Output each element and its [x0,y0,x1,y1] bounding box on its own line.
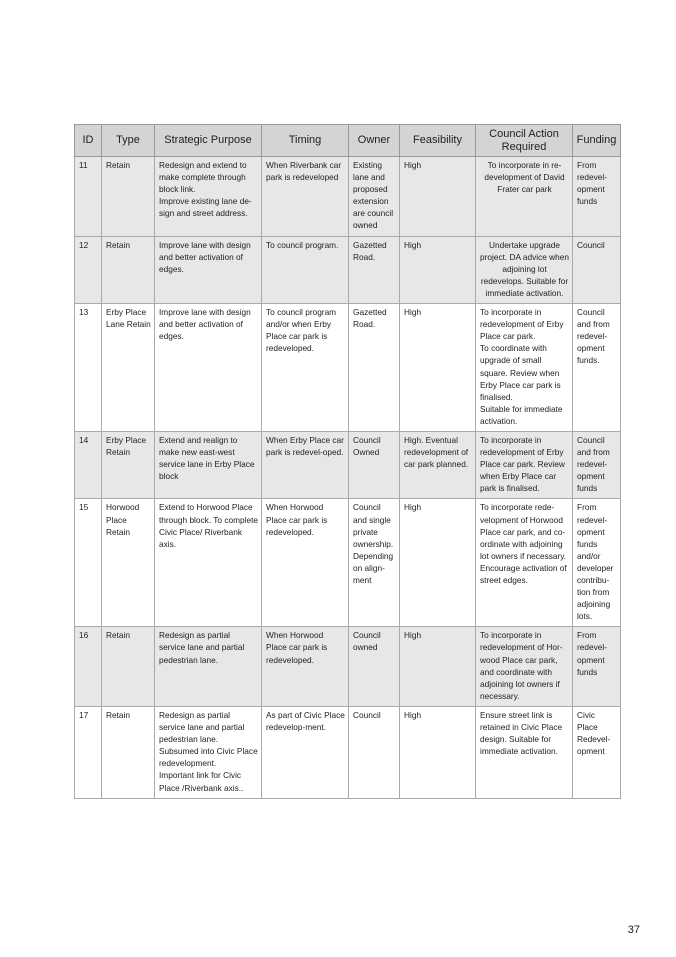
cell-text: High. Eventual redevelopment of car park planned. [404,434,469,470]
cell-text: 17 [79,709,89,720]
cell-text: Improve lane with design and better activation of edges. [159,307,251,342]
cell-text: Council Owned [353,434,381,458]
table-body [75,157,621,799]
cell-purpose [155,157,262,237]
cell-feasibility [400,304,476,432]
cell-funding [573,304,621,432]
cell-timing [262,236,349,303]
cell-timing [262,304,349,432]
cell-purpose [155,236,262,303]
cell-owner [349,236,400,303]
cell-text: Retain [106,160,130,170]
cell-timing [262,706,349,798]
cell-purpose [155,304,262,432]
cell-id [75,627,102,707]
header-type: Type [102,125,155,157]
cell-text: Subsumed into Civic Place redevelopment. [159,746,258,769]
cell-text: From redevel-opment funds [577,160,607,207]
cell-text: To council program and/or when Erby Place car park is redeveloped. [266,307,337,354]
cell-owner [349,627,400,707]
cell-text: Redesign and extend to make complete through block link. [159,160,247,195]
table-row [75,304,621,432]
cell-owner [349,157,400,237]
cell-text: Extend and realign to make new east-west service lane in Erby Place block [159,434,255,482]
cell-text: To incorporate in redevelopment of Hor-wood Place car park, and coordinate with adjoining lot owners if necessary. [480,630,563,701]
cell-text: When Riverbank car park is redeveloped [266,160,342,183]
cell-text: High [404,630,422,641]
cell-text: To coordinate with upgrade of small square. Review when Erby Place car park is ﬁnalised. [480,343,561,402]
cell-funding [573,236,621,303]
cell-text: Council and from redevel-opment funds. [577,307,610,366]
header-feasibility: Feasibility [400,125,476,157]
header-strategic-purpose: Strategic Purpose [155,125,262,157]
cell-text: Council and from redevel-opment funds [577,434,610,494]
cell-id [75,304,102,432]
cell-text: Gazetted Road. [353,239,387,262]
cell-timing [262,627,349,707]
cell-funding [573,431,621,498]
cell-action [476,499,573,627]
cell-text: From redevel-opment funds and/or developer contribu-tion from adjoining lots. [577,502,614,622]
cell-action [476,304,573,432]
cell-text: Important link for Civic Place /Riverbank axis.. [159,770,244,793]
cell-text: Council [577,239,605,250]
cell-owner [349,499,400,627]
table-row [75,627,621,707]
cell-text: Council owned [353,630,381,653]
cell-text: When Horwood Place car park is redeveloped. [266,502,328,537]
cell-purpose [155,706,262,798]
cell-text: Gazetted Road. [353,307,387,330]
cell-type [102,431,155,498]
cell-text: Redesign as partial service lane and partial pedestrian lane. [159,630,245,665]
table-row [75,157,621,237]
cell-text: High [404,709,422,720]
cell-funding [573,157,621,237]
cell-text: To incorporate in redevelopment of Erby Place car park. [480,307,564,342]
cell-funding [573,627,621,707]
cell-text: Civic Place Redevel-opment [577,709,611,757]
cell-id [75,431,102,498]
cell-type [102,236,155,303]
cell-text: Retain [106,239,130,250]
table-row [75,706,621,798]
header-id: ID [75,125,102,157]
cell-text: From redevel-opment funds [577,630,607,677]
cell-purpose [155,431,262,498]
cell-text: Erby Place Lane Retain [106,307,151,330]
cell-feasibility [400,157,476,237]
cell-text: Undertake upgrade project. DA advice when adjoining lot redevelops. Suitable for immediate activation. [480,239,570,298]
cell-text: When Erby Place car park is redevel-oped. [266,434,344,458]
cell-text: High [404,160,422,170]
cell-id [75,499,102,627]
cell-text: To council program. [266,239,339,250]
cell-text: Ensure street link is retained in Civic Place design. Suitable for immediate activation. [480,709,563,757]
cell-text: Retain [106,630,130,641]
table-row [75,499,621,627]
lane-strategy-table [74,124,621,799]
cell-text: 13 [79,307,89,318]
cell-feasibility [400,236,476,303]
cell-text: Existing lane and proposed extension are council owned [353,160,394,231]
header-owner: Owner [349,125,400,157]
cell-action [476,157,573,237]
cell-text: As part of Civic Place redevelop-ment. [266,709,345,733]
cell-type [102,499,155,627]
cell-purpose [155,499,262,627]
cell-text: To incorporate in re-development of David Frater car park [484,160,565,195]
header-council-action: Council Action Required [476,125,573,157]
cell-feasibility [400,499,476,627]
cell-id [75,706,102,798]
table-row [75,431,621,498]
cell-action [476,431,573,498]
page-number: 37 [627,924,640,936]
cell-text: 16 [79,630,89,641]
cell-text: Extend to Horwood Place through block. To complete Civic Place/ Riverbank axis. [159,502,259,549]
cell-text: Redesign as partial service lane and partial pedestrian lane. [159,709,245,745]
cell-text: To incorporate in redevelopment of Erby Place car park. Review when Erby Place car park is ﬁnalised. [480,434,565,494]
cell-text: Horwood Place Retain [106,502,140,537]
cell-feasibility [400,706,476,798]
cell-text: High [404,239,422,250]
cell-text: To incorporate rede-velopment of Horwood Place car park, and co-ordinate with adjoining lot owners if necessary. Encourage activation of street edges. [480,502,567,585]
cell-text: Council [353,709,381,720]
cell-purpose [155,627,262,707]
cell-feasibility [400,627,476,707]
cell-text: Improve existing lane de-sign and street address. [159,196,252,219]
cell-type [102,304,155,432]
cell-owner [349,431,400,498]
cell-owner [349,304,400,432]
cell-text: 14 [79,434,89,445]
cell-id [75,157,102,237]
header-timing: Timing [262,125,349,157]
cell-action [476,627,573,707]
table-header-row [75,125,621,157]
cell-type [102,706,155,798]
cell-timing [262,499,349,627]
cell-text: High [404,307,422,318]
cell-text: Improve lane with design and better activation of edges. [159,239,251,274]
cell-text: Council and single private ownership. Depending on align-ment [353,502,394,585]
cell-action [476,236,573,303]
cell-feasibility [400,431,476,498]
table-row [75,236,621,303]
cell-text: When Horwood Place car park is redeveloped. [266,630,328,665]
cell-text: Suitable for immediate activation. [480,403,563,426]
cell-text: 12 [79,239,89,250]
cell-owner [349,706,400,798]
cell-funding [573,706,621,798]
cell-timing [262,157,349,237]
cell-text: 11 [79,160,88,170]
cell-action [476,706,573,798]
cell-type [102,157,155,237]
cell-id [75,236,102,303]
header-funding: Funding [573,125,621,157]
cell-text: Erby Place Retain [106,434,147,458]
cell-type [102,627,155,707]
cell-text: 15 [79,502,89,513]
cell-text: High [404,502,422,513]
cell-text: Retain [106,709,130,720]
cell-funding [573,499,621,627]
cell-timing [262,431,349,498]
